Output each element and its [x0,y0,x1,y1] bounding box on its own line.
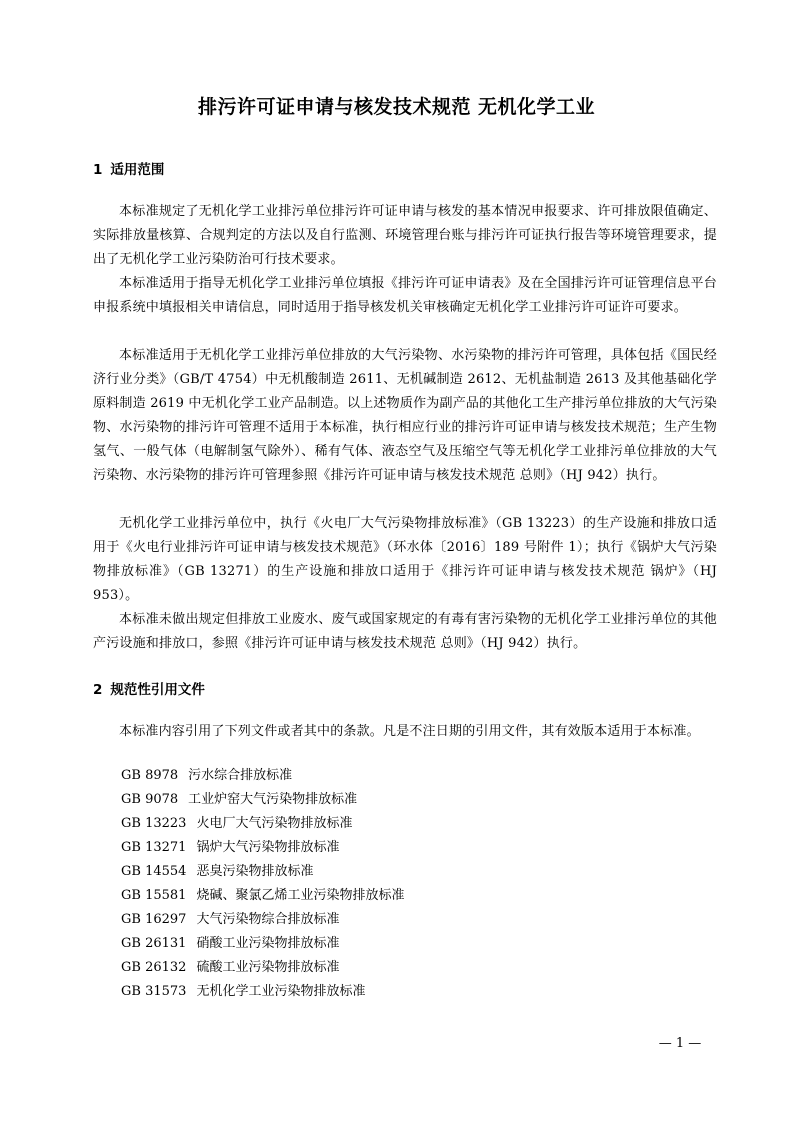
reference-name: 污水综合排放标准 [188,768,293,783]
reference-item [121,812,404,836]
section-1-paragraph-1: 本标准规定了无机化学工业排污单位排污许可证申请与核发的基本情况申报要求、许可排放限值确定、实际排放量核算、合规判定的方法以及自行监测、环境管理台账与排污许可证执行报告等环境管理要求，提出了无机化学工业污染防治可行技术要求。 [93,204,717,267]
page-title: 排污许可证申请与核发技术规范 无机化学工业 [197,96,596,118]
reference-code: GB 8978 [121,768,179,783]
section-1-paragraph-5: 本标准未做出规定但排放工业废水、废气或国家规定的有毒有害污染物的无机化学工业排污单位的其他产污设施和排放口，参照《排污许可证申请与核发技术规范 总则》（HJ 942）执行。 [93,612,717,651]
reference-item [121,908,404,932]
section-1-paragraph-2: 本标准适用于指导无机化学工业排污单位填报《排污许可证申请表》及在全国排污许可证管理信息平台申报系统中填报相关申请信息，同时适用于指导核发机关审核确定无机化学工业排污许可证许可要求。 [93,276,717,315]
section-number: 1 [93,162,103,178]
reference-item [121,860,404,884]
section-title: 规范性引用文件 [110,682,205,698]
reference-name: 烧碱、聚氯乙烯工业污染物排放标准 [196,888,405,903]
reference-item [121,788,404,812]
reference-item [121,956,404,980]
reference-name: 硝酸工业污染物排放标准 [196,936,340,951]
reference-code: GB 15581 [121,888,187,903]
reference-item [121,836,404,860]
reference-code: GB 16297 [121,912,187,927]
reference-code: GB 31573 [121,984,187,999]
section-1-paragraph-3: 本标准适用于无机化学工业排污单位排放的大气污染物、水污染物的排污许可管理，具体包括《国民经济行业分类》（GB/T 4754）中无机酸制造 2611、无机碱制造 2612、无机盐制造 2613 及其他基础化学原料制造 2619 中无机化学工业产品制造。以上述物质作为副产品的其他化工生产排污单位排放的大气污染物、水污染物的排污许可管理不适用于本标准，执行相应行业的排污许可证申请与核发技术规范；生产生物氢气、一般气体（电解制氢气除外）、稀有气体、液态空气及压缩空气等无机化学工业排污单位排放的大气污染物、水污染物的排污许可管理参照《排污许可证申请与核发技术规范 总则》（HJ 942）执行。 [93,348,717,483]
reference-code: GB 26132 [121,960,187,975]
reference-item [121,932,404,956]
reference-name: 硫酸工业污染物排放标准 [196,960,340,975]
reference-code: GB 26131 [121,936,187,951]
reference-name: 恶臭污染物排放标准 [196,864,314,879]
reference-code: GB 13223 [121,816,187,831]
reference-item [121,884,404,908]
section-2-paragraph-1: 本标准内容引用了下列文件或者其中的条款。凡是不注日期的引用文件，其有效版本适用于本标准。 [119,724,700,739]
section-number: 2 [93,682,103,698]
section-title: 适用范围 [110,162,165,178]
section-1-heading [93,158,164,178]
section-2-heading [93,678,205,698]
reference-code: GB 9078 [121,792,179,807]
reference-item [121,764,404,788]
reference-name: 工业炉窑大气污染物排放标准 [188,792,358,807]
reference-name: 无机化学工业污染物排放标准 [196,984,366,999]
reference-code: GB 13271 [121,840,187,855]
reference-name: 火电厂大气污染物排放标准 [196,816,353,831]
page-number: — 1 — [658,1036,702,1051]
reference-name: 锅炉大气污染物排放标准 [196,840,340,855]
reference-name: 大气污染物综合排放标准 [196,912,340,927]
section-1-paragraph-4: 无机化学工业排污单位中，执行《火电厂大气污染物排放标准》（GB 13223）的生产设施和排放口适用于《火电行业排污许可证申请与核发技术规范》（环水体〔2016〕189 号附件 1）；执行《锅炉大气污染物排放标准》（GB 13271）的生产设施和排放口适用于《排污许可证申请与核发技术规范 锅炉》（HJ 953）。 [93,516,717,603]
reference-code: GB 14554 [121,864,187,879]
normative-references-list [121,764,404,1004]
reference-item [121,980,404,1004]
